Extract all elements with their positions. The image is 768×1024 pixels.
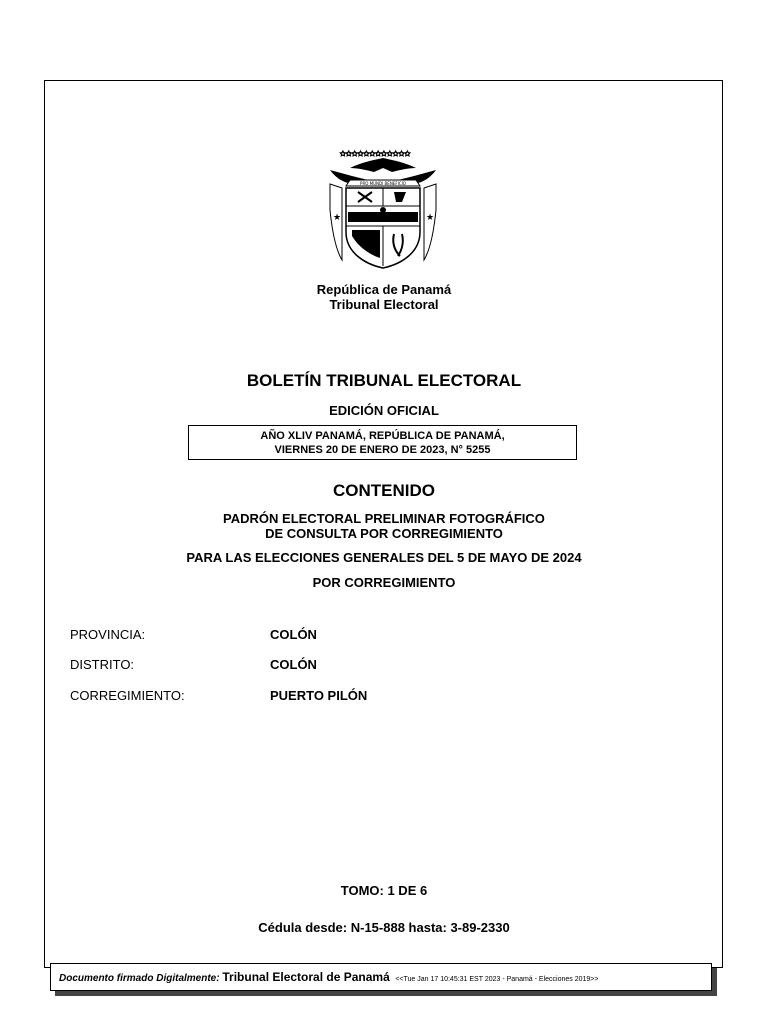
- country-name: República de Panamá: [316, 282, 452, 297]
- signature-stamp: <<Tue Jan 17 10:45:31 EST 2023 - Panamá - Elecciones 2019>>: [395, 976, 599, 983]
- crest-banner-text: PRO MUNDI BENEFICIO: [360, 181, 406, 186]
- cedula-range: Cédula desde: N-15-888 hasta: 3-89-2330: [258, 920, 510, 935]
- contents-line-4: POR CORREGIMIENTO: [312, 575, 456, 590]
- bulletin-title: BOLETÍN TRIBUNAL ELECTORAL: [246, 371, 522, 390]
- date-line-1: AÑO XLIV PANAMÁ, REPÚBLICA DE PANAMÁ,: [260, 430, 505, 442]
- signed-label: Documento firmado Digitalmente:: [59, 973, 220, 984]
- district-label: DISTRITO:: [70, 657, 135, 672]
- date-line-2: VIERNES 20 DE ENERO DE 2023, N° 5255: [274, 444, 491, 456]
- province-label: PROVINCIA:: [70, 627, 146, 642]
- tomo-label: TOMO: 1 DE 6: [340, 883, 428, 898]
- digital-signature-footer: [50, 963, 712, 991]
- svg-text:★: ★: [426, 212, 435, 222]
- svg-text:★: ★: [333, 212, 342, 222]
- svg-text:✩✩✩✩✩✩✩✩✩✩✩✩: ✩✩✩✩✩✩✩✩✩✩✩✩: [340, 150, 411, 158]
- contents-line-1: PADRÓN ELECTORAL PRELIMINAR FOTOGRÁFICO: [223, 511, 545, 526]
- contents-line-2: DE CONSULTA POR CORREGIMIENTO: [265, 526, 503, 541]
- coat-of-arms-emblem: [322, 140, 444, 270]
- corregimiento-label: CORREGIMIENTO:: [70, 688, 185, 703]
- contents-heading: CONTENIDO: [333, 481, 435, 500]
- institution-name: Tribunal Electoral: [329, 297, 439, 312]
- edition-label: EDICIÓN OFICIAL: [329, 403, 439, 418]
- district-value: COLÓN: [270, 657, 317, 672]
- province-value: COLÓN: [270, 627, 317, 642]
- corregimiento-value: PUERTO PILÓN: [270, 688, 368, 703]
- date-issue-box: [188, 425, 577, 460]
- contents-line-3: PARA LAS ELECCIONES GENERALES DEL 5 DE MAYO DE 2024: [186, 550, 582, 565]
- signing-organization: Tribunal Electoral de Panamá: [222, 970, 390, 984]
